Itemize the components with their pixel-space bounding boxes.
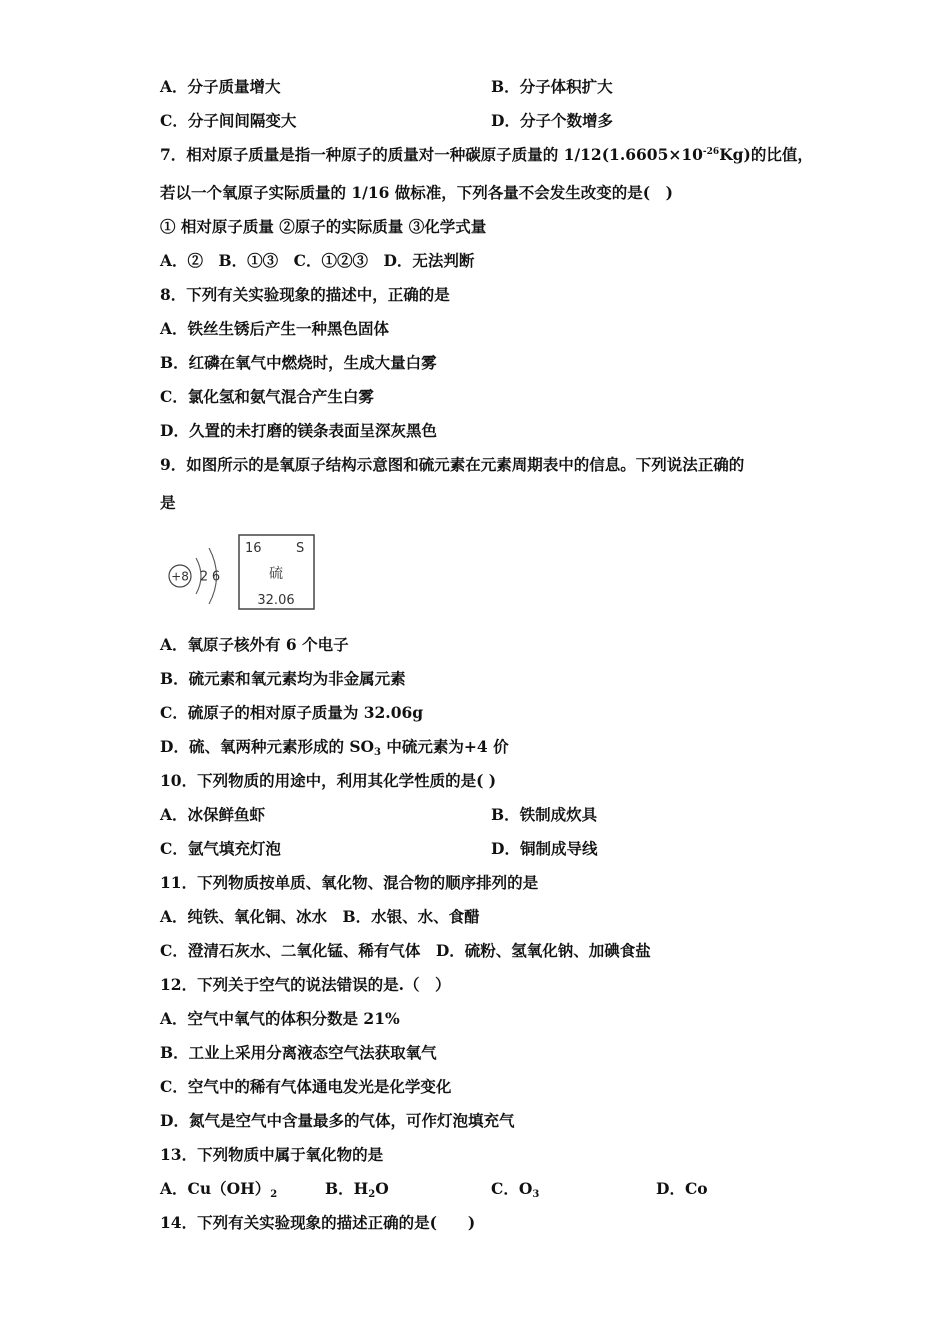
shell-1-electrons: 2 [199,569,209,585]
q11-options-cd: C．澄清石灰水、二氧化锰、稀有气体 D．硫粉、氢氧化钠、加碘食盐 [160,941,651,960]
q13-option-c: C．$O_3$ [491,1179,540,1200]
q10-option-b: B．铁制成炊具 [491,805,598,824]
q10-option-d: D．铜制成导线 [491,839,598,858]
oxygen-atom-diagram [169,548,220,604]
nucleus-charge: +8 [171,569,189,584]
q9-figure [160,530,320,614]
atomic-mass: 32.06 [257,593,295,608]
q9-option-b: B．硫元素和氧元素均为非金属元素 [160,669,406,688]
q10-option-c: C．氩气填充灯泡 [160,839,281,858]
q9-stem-line1: 9．如图所示的是氧原子结构示意图和硫元素在元素周期表中的信息。下列说法正确的 [160,455,745,474]
q13-option-b: B．$H_2O$ [325,1179,389,1200]
sulfur-element-cell [239,535,314,609]
q13-stem: 13．下列物质中属于氧化物的是 [160,1145,384,1164]
shell-2-electrons: 6 [211,569,221,585]
q8-option-c: C．氯化氢和氨气混合产生白雾 [160,387,374,406]
q8-option-a: A．铁丝生锈后产生一种黑色固体 [160,319,390,338]
q9-figure-svg [160,530,320,614]
q11-options-ab: A．纯铁、氧化铜、冰水 B．水银、水、食醋 [160,907,480,926]
q9-option-a: A．氧原子核外有 6 个电子 [160,635,349,654]
q6-option-b: B．分子体积扩大 [491,77,613,96]
q10-stem: 10．下列物质的用途中，利用其化学性质的是( ) [160,771,497,790]
q8-stem: 8．下列有关实验现象的描述中，正确的是 [160,285,450,304]
q6-option-d: D．分子个数增多 [491,111,613,130]
q13-option-d: D．Co [656,1179,708,1198]
q7-options: A．② B．①③ C．①②③ D．无法判断 [160,251,475,270]
q10-option-a: A．冰保鲜鱼虾 [160,805,266,824]
atomic-number: 16 [245,541,262,556]
q9-option-d: D．硫、氧两种元素形成的 $SO_3$ 中硫元素为+4 价 [160,737,509,758]
q14-stem: 14．下列有关实验现象的描述正确的是( ) [160,1213,476,1232]
q12-option-b: B．工业上采用分离液态空气法获取氧气 [160,1043,437,1062]
q13-option-a: A．$Cu(OH)_2$ [160,1179,278,1200]
q12-option-a: A．空气中氧气的体积分数是 21% [160,1009,400,1028]
q11-stem: 11．下列物质按单质、氧化物、混合物的顺序排列的是 [160,873,539,892]
q9-option-c: C．硫原子的相对原子质量为 32.06g [160,703,424,722]
q8-option-b: B．红磷在氧气中燃烧时，生成大量白雾 [160,353,437,372]
element-name: 硫 [269,566,283,582]
q6-option-a: A．分子质量增大 [160,77,281,96]
q7-items: ① 相对原子质量 ②原子的实际质量 ③化学式量 [160,217,487,236]
q6-option-c: C．分子间间隔变大 [160,111,297,130]
q12-option-c: C．空气中的稀有气体通电发光是化学变化 [160,1077,452,1096]
q7-stem-line2: 若以一个氧原子实际质量的 1/16 做标准，下列各量不会发生改变的是( ) [160,183,673,202]
q12-stem: 12．下列关于空气的说法错误的是.（ ） [160,975,451,994]
q7-stem-line1: 7．相对原子质量是指一种原子的质量对一种碳原子质量的 $1/12(1.6605\times 10^{-26}Kg)$的比值， [160,145,813,164]
q12-option-d: D．氮气是空气中含量最多的气体，可作灯泡填充气 [160,1111,515,1130]
element-symbol: S [296,541,305,556]
q8-option-d: D．久置的未打磨的镁条表面呈深灰黑色 [160,421,437,440]
q9-stem-line2: 是 [160,493,176,512]
